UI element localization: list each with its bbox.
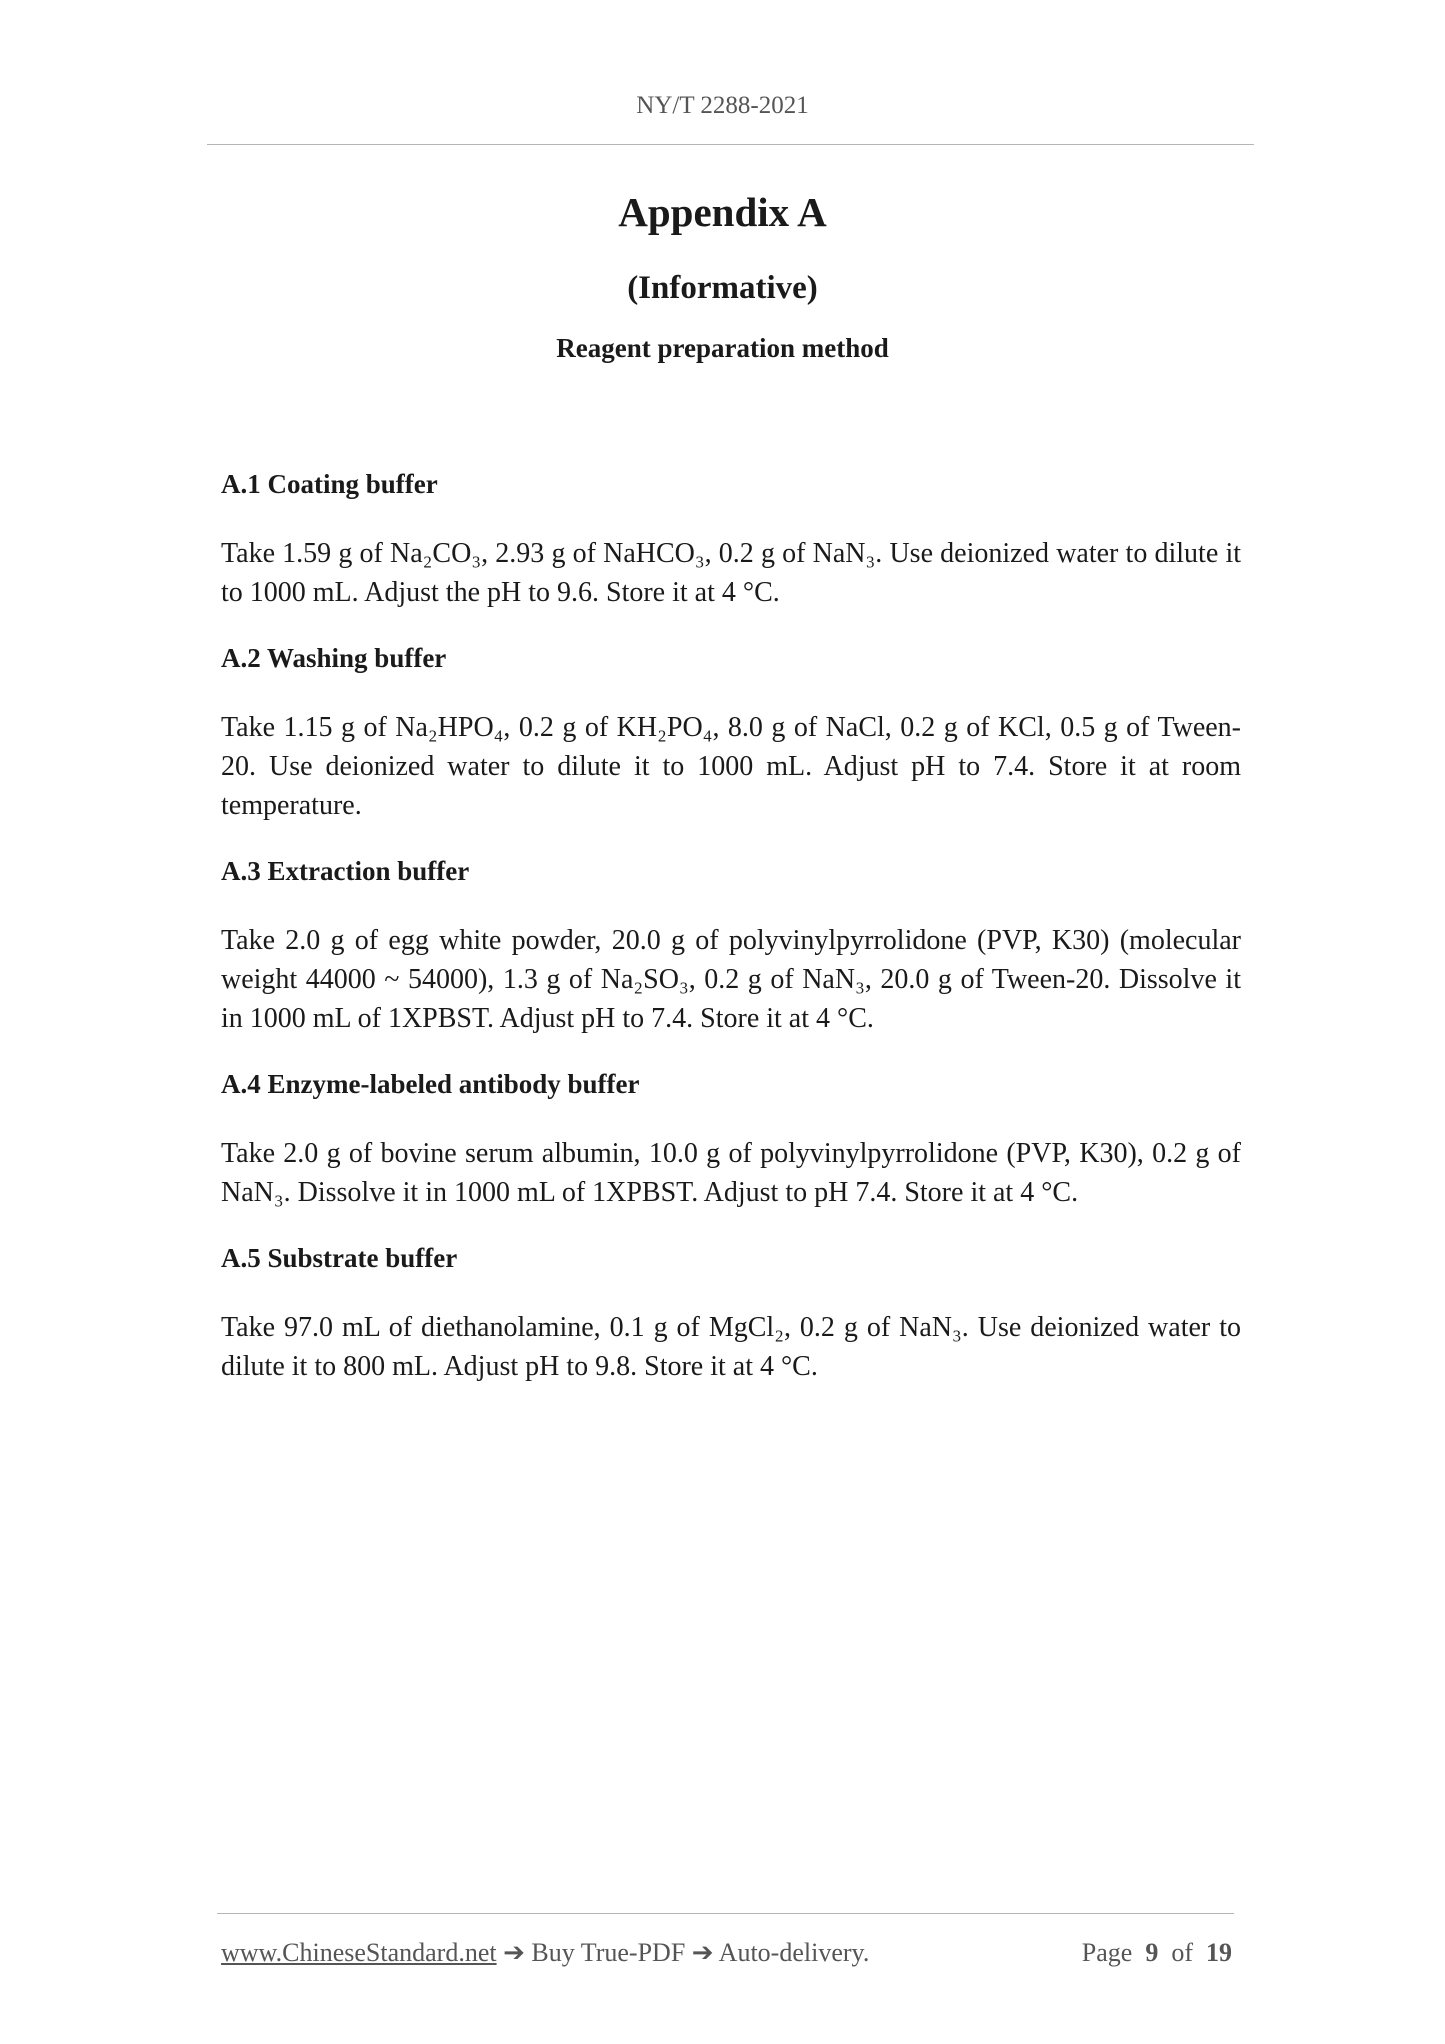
section-heading: A.2 Washing buffer (221, 643, 447, 673)
appendix-content (221, 466, 1241, 1414)
page-current: 9 (1145, 1938, 1159, 1967)
section-body: Take 1.15 g of Na₂HPO₄, 0.2 g of KH₂PO₄, 8.0 g of NaCl, 0.2 g of KCl, 0.5 g of Tween-20. Use deionized water to dilute it to 1000 mL. Adjust pH to 7.4. Store it at room temperature. (221, 712, 1241, 821)
section-body: Take 2.0 g of bovine serum albumin, 10.0 g of polyvinylpyrrolidone (PVP, K30), 0.2 g of NaN₃. Dissolve it in 1000 mL of 1XPBST. Adjust to pH 7.4. Store it at 4 °C. (221, 1138, 1241, 1208)
section-body: Take 2.0 g of egg white powder, 20.0 g of polyvinylpyrrolidone (PVP, K30) (molecular weight 44000 ~ 54000), 1.3 g of Na₂SO₃, 0.2 g of NaN₃, 20.0 g of Tween-20. Dissolve it in 1000 mL of 1XPBST. Adjust pH to 7.4. Store it at 4 °C. (221, 925, 1241, 1034)
buy-text: Buy True-PDF (531, 1938, 686, 1967)
page-label: Page (1081, 1938, 1133, 1967)
delivery-text: Auto-delivery. (718, 1938, 870, 1967)
section-a3 (221, 853, 1241, 1038)
section-heading: A.1 Coating buffer (221, 469, 438, 499)
section-a4 (221, 1066, 1241, 1212)
document-id: NY/T 2288-2021 (636, 92, 809, 119)
page-of: of (1171, 1938, 1193, 1967)
section-a5 (221, 1240, 1241, 1386)
section-a2 (221, 640, 1241, 825)
section-a1 (221, 466, 1241, 612)
header-divider (207, 144, 1254, 145)
page-total: 19 (1206, 1938, 1232, 1967)
appendix-title: Appendix A (618, 189, 827, 235)
arrow-right-icon: ➔ (503, 1938, 525, 1967)
page-number (1082, 1938, 1232, 1968)
appendix-type: (Informative) (627, 270, 818, 306)
website-link[interactable]: www.ChineseStandard.net (221, 1938, 497, 1967)
section-body: Take 1.59 g of Na₂CO₃, 2.93 g of NaHCO₃, 0.2 g of NaN₃. Use deionized water to dilute it to 1000 mL. Adjust the pH to 9.6. Store it at 4 °C. (221, 538, 1241, 608)
appendix-caption: Reagent preparation method (556, 333, 889, 363)
footer-promo (221, 1938, 869, 1968)
arrow-right-icon: ➔ (691, 1938, 714, 1967)
section-heading: A.5 Substrate buffer (221, 1243, 458, 1273)
footer-divider (217, 1913, 1234, 1914)
section-heading: A.4 Enzyme-labeled antibody buffer (221, 1069, 640, 1099)
section-heading: A.3 Extraction buffer (221, 856, 470, 886)
section-body: Take 97.0 mL of diethanolamine, 0.1 g of MgCl₂, 0.2 g of NaN₃. Use deionized water to dilute it to 800 mL. Adjust pH to 9.8. Store it at 4 °C. (221, 1312, 1241, 1382)
